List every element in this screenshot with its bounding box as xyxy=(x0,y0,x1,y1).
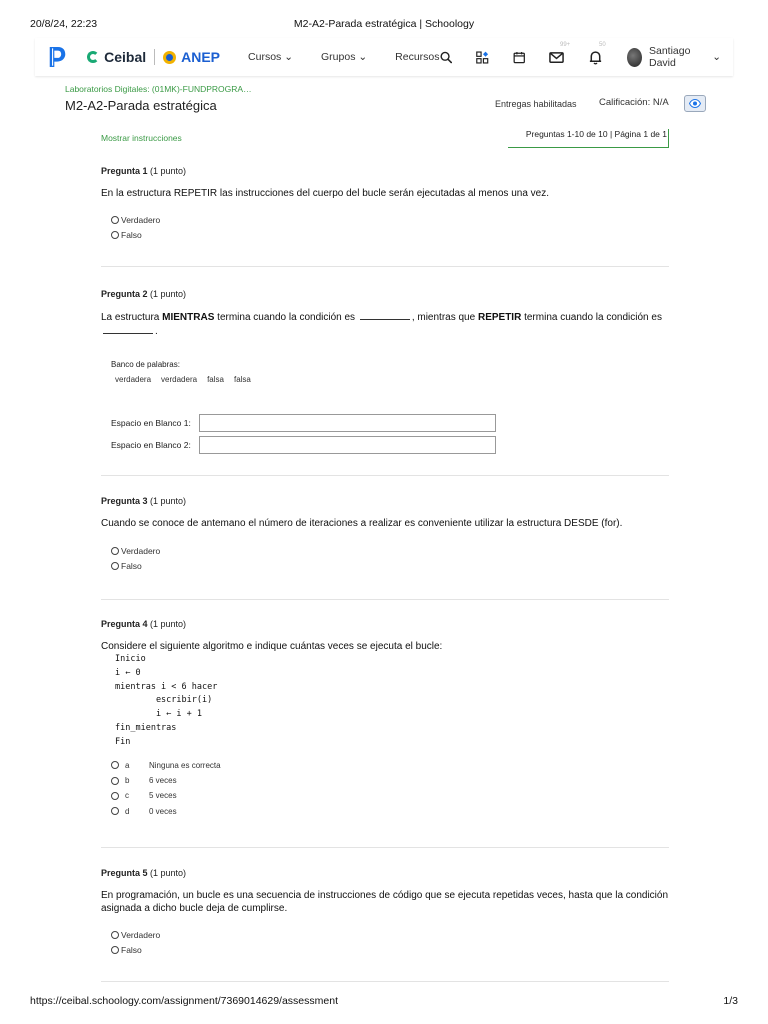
question-4 xyxy=(101,619,669,819)
option-label: Falso xyxy=(121,229,142,240)
option-label: Falso xyxy=(121,944,142,955)
chevron-down-icon: ⌄ xyxy=(281,51,294,63)
question-points: (1 punto) xyxy=(150,166,187,176)
nav-icons xyxy=(440,41,722,69)
text-part: , mientras que xyxy=(411,312,478,323)
breadcrumb[interactable]: Laboratorios Digitales: (01MK)-FUNDPROGRA… xyxy=(65,84,252,94)
question-text xyxy=(101,310,669,338)
code-line: fin_mientras xyxy=(115,722,177,733)
radio-button[interactable] xyxy=(111,216,119,224)
visibility-button[interactable] xyxy=(684,95,706,112)
blank-label: Espacio en Blanco 1: xyxy=(111,418,191,428)
apps-grid-icon[interactable] xyxy=(476,50,488,65)
ceibal-anep-logo[interactable] xyxy=(87,49,220,65)
menu-recursos[interactable]: Recursos xyxy=(395,51,440,63)
blank-row-2 xyxy=(111,434,669,456)
option-label: Verdadero xyxy=(121,929,161,940)
code-line: i ← i + 1 xyxy=(115,709,202,720)
option-letter: b xyxy=(125,776,130,786)
word-bank-title: Banco de palabras: xyxy=(111,360,180,369)
question-heading xyxy=(101,166,669,176)
option-falso[interactable] xyxy=(111,227,669,242)
messages[interactable] xyxy=(549,41,571,65)
text-part: termina cuando la condición es xyxy=(214,312,358,323)
question-divider xyxy=(101,599,669,600)
radio-button[interactable] xyxy=(111,931,119,939)
chevron-down-icon: ⌄ xyxy=(355,51,368,63)
blank-input-2[interactable] xyxy=(199,436,496,454)
word-bank-item: verdadera xyxy=(161,375,198,384)
mail-icon xyxy=(549,50,564,65)
radio-button[interactable] xyxy=(111,547,119,555)
option-falso[interactable] xyxy=(111,942,669,957)
print-url: https://ceibal.schoology.com/assignment/7369014629/assessment xyxy=(30,995,338,1007)
top-navbar xyxy=(35,38,733,76)
print-header xyxy=(30,18,738,32)
option-text: 5 veces xyxy=(149,791,177,801)
question-points: (1 punto) xyxy=(150,289,187,299)
option-verdadero[interactable] xyxy=(111,927,669,942)
keyword-repetir: REPETIR xyxy=(477,312,522,323)
anep-logo-icon xyxy=(163,51,176,64)
radio-button[interactable] xyxy=(111,231,119,239)
word-bank-item: falsa xyxy=(207,375,224,384)
blank-fields xyxy=(101,412,669,456)
mail-badge: 99+ xyxy=(559,41,571,48)
pagination-indicator: Preguntas 1-10 de 10 | Página 1 de 1 xyxy=(508,129,669,148)
option-text: 6 veces xyxy=(149,776,177,786)
options-list xyxy=(101,758,669,819)
print-date: 20/8/24, 22:23 xyxy=(30,18,98,30)
option-verdadero[interactable] xyxy=(111,543,669,558)
question-5 xyxy=(101,868,669,957)
keyword-mientras: MIENTRAS xyxy=(162,312,215,323)
user-menu[interactable] xyxy=(627,45,721,69)
show-instructions-link[interactable]: Mostrar instrucciones xyxy=(101,133,182,143)
question-heading xyxy=(101,289,669,299)
question-points: (1 punto) xyxy=(150,496,187,506)
question-title: Pregunta 3 xyxy=(101,496,148,506)
word-bank-item: falsa xyxy=(233,375,251,384)
radio-button[interactable] xyxy=(111,761,119,769)
blank-line-2 xyxy=(103,324,153,334)
radio-button[interactable] xyxy=(111,807,119,815)
options-list xyxy=(111,212,669,242)
text-part: La estructura xyxy=(101,312,163,323)
blank-line-1 xyxy=(360,310,410,320)
submissions-enabled-link[interactable]: Entregas habilitadas xyxy=(495,99,577,109)
option-label: Falso xyxy=(121,560,142,571)
radio-button[interactable] xyxy=(111,562,119,570)
question-text: Cuando se conoce de antemano el número de iteraciones a realizar es conveniente utilizar la estructura DESDE (for). xyxy=(101,518,623,529)
question-heading xyxy=(101,496,669,506)
question-divider xyxy=(101,475,669,476)
options-list xyxy=(111,543,669,573)
main-menu xyxy=(248,51,440,63)
word-bank xyxy=(115,375,669,384)
options-list xyxy=(111,927,669,957)
blank-row-1 xyxy=(111,412,669,434)
option-label: Verdadero xyxy=(121,545,161,556)
ceibal-logo-icon xyxy=(87,51,99,63)
menu-grupos[interactable] xyxy=(321,51,367,63)
option-label: Verdadero xyxy=(121,214,161,225)
notification-badge: 50 xyxy=(598,41,606,48)
word-bank-item: verdadera xyxy=(115,375,152,384)
code-line: i ← 0 xyxy=(115,667,141,678)
option-falso[interactable] xyxy=(111,558,669,573)
algorithm-code xyxy=(115,653,669,750)
question-points: (1 punto) xyxy=(150,619,187,629)
question-points: (1 punto) xyxy=(150,868,187,878)
option-verdadero[interactable] xyxy=(111,212,669,227)
question-1 xyxy=(101,166,669,242)
code-line: escribir(i) xyxy=(115,695,213,706)
option-letter: d xyxy=(125,806,130,816)
ceibal-logo-text: Ceibal xyxy=(104,49,147,65)
question-heading xyxy=(101,868,669,878)
menu-cursos[interactable] xyxy=(248,51,293,63)
option-c[interactable] xyxy=(111,788,669,803)
radio-button[interactable] xyxy=(111,777,119,785)
question-text: Considere el siguiente algoritmo e indique cuántas veces se ejecuta el bucle: xyxy=(101,641,443,652)
logo-divider xyxy=(154,49,155,65)
code-line: mientras i < 6 hacer xyxy=(115,681,218,692)
question-3 xyxy=(101,496,669,573)
menu-grupos-label: Grupos xyxy=(321,51,356,63)
question-title: Pregunta 1 xyxy=(101,166,148,176)
text-part: . xyxy=(155,326,158,337)
page-title: M2-A2-Parada estratégica xyxy=(65,98,217,113)
avatar xyxy=(627,48,642,67)
print-page-number: 1/3 xyxy=(723,995,738,1007)
question-title: Pregunta 2 xyxy=(101,289,148,299)
calendar-icon[interactable] xyxy=(513,50,525,65)
question-divider xyxy=(101,847,669,848)
print-footer xyxy=(30,995,738,1009)
search-icon[interactable] xyxy=(440,50,452,65)
option-a[interactable] xyxy=(111,758,669,773)
option-d[interactable] xyxy=(111,803,669,818)
text-part: termina cuando la condición es xyxy=(521,312,662,323)
question-text: En programación, un bucle es una secuencia de instrucciones de código que se ejecuta repetidas veces, hasta que la condición asignada a dicho bucle deja de cumplirse. xyxy=(101,890,669,914)
question-heading xyxy=(101,619,669,629)
grade-label: Calificación: N/A xyxy=(599,97,669,108)
code-line: Inicio xyxy=(115,654,146,664)
code-line: Fin xyxy=(115,736,131,747)
question-2 xyxy=(101,289,669,456)
question-divider xyxy=(101,266,669,267)
option-letter: c xyxy=(125,791,129,801)
blank-label: Espacio en Blanco 2: xyxy=(111,440,191,450)
question-title: Pregunta 5 xyxy=(101,868,148,878)
eye-icon xyxy=(689,99,701,108)
chevron-down-icon: ⌄ xyxy=(712,51,722,63)
anep-logo-text: ANEP xyxy=(181,49,221,65)
menu-cursos-label: Cursos xyxy=(248,51,282,63)
option-b[interactable] xyxy=(111,773,669,788)
question-divider xyxy=(101,981,669,982)
print-title: M2-A2-Parada estratégica | Schoology xyxy=(293,18,475,30)
question-text: En la estructura REPETIR las instrucciones del cuerpo del bucle serán ejecutadas al menos una vez. xyxy=(101,188,550,199)
question-title: Pregunta 4 xyxy=(101,619,148,629)
option-letter: a xyxy=(125,760,130,770)
option-text: 0 veces xyxy=(149,806,177,816)
radio-button[interactable] xyxy=(111,946,119,954)
bell-icon xyxy=(588,50,603,65)
blank-input-1[interactable] xyxy=(199,414,496,432)
option-text: Ninguna es correcta xyxy=(149,760,221,770)
schoology-logo-icon[interactable] xyxy=(47,44,67,70)
notifications[interactable] xyxy=(588,41,606,65)
user-name: Santiago David xyxy=(648,45,691,69)
radio-button[interactable] xyxy=(111,792,119,800)
